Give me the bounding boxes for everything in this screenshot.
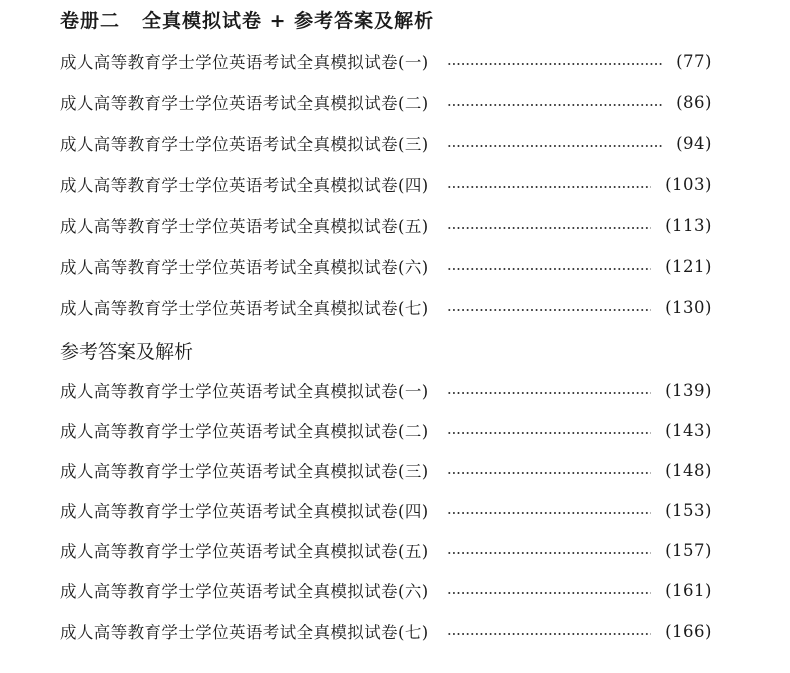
toc-entry-page: (139) <box>665 380 712 400</box>
toc-entry-mock-3[interactable] <box>60 131 712 155</box>
toc-entry-label: 成人高等教育学士学位英语考试全真模拟试卷(二) <box>60 422 429 441</box>
toc-entry-label: 成人高等教育学士学位英语考试全真模拟试卷(七) <box>60 299 429 318</box>
dot-leader <box>447 552 652 554</box>
toc-entry-page: (157) <box>665 540 712 560</box>
toc-entry-page: (166) <box>665 621 712 641</box>
toc-entry-page: (94) <box>676 133 712 153</box>
toc-entry-label: 成人高等教育学士学位英语考试全真模拟试卷(五) <box>60 217 429 236</box>
toc-entry-mock-5[interactable] <box>60 213 712 237</box>
dot-leader <box>447 512 652 514</box>
toc-entry-page: (161) <box>665 580 712 600</box>
toc-entry-label: 成人高等教育学士学位英语考试全真模拟试卷(二) <box>60 94 429 113</box>
toc-entry-label: 成人高等教育学士学位英语考试全真模拟试卷(六) <box>60 582 429 601</box>
toc-entry-answer-3[interactable] <box>60 458 712 482</box>
toc-entry-label: 成人高等教育学士学位英语考试全真模拟试卷(一) <box>60 382 429 401</box>
toc-entry-mock-1[interactable] <box>60 49 712 73</box>
toc-entry-page: (153) <box>665 500 712 520</box>
dot-leader <box>447 392 652 394</box>
toc-entry-page: (130) <box>665 297 712 317</box>
toc-entry-answer-2[interactable] <box>60 418 712 442</box>
dot-leader <box>447 592 652 594</box>
toc-entry-answer-4[interactable] <box>60 498 712 522</box>
dot-leader <box>447 309 652 311</box>
toc-entry-answer-6[interactable] <box>60 578 712 602</box>
dot-leader <box>447 268 652 270</box>
toc-entry-label: 成人高等教育学士学位英语考试全真模拟试卷(三) <box>60 462 429 481</box>
toc-entry-mock-2[interactable] <box>60 90 712 114</box>
toc-entry-label: 成人高等教育学士学位英语考试全真模拟试卷(七) <box>60 623 429 642</box>
dot-leader <box>447 145 663 147</box>
toc-entry-mock-6[interactable] <box>60 254 712 278</box>
toc-entry-page: (121) <box>665 256 712 276</box>
toc-entry-page: (103) <box>665 174 712 194</box>
dot-leader <box>447 633 652 635</box>
toc-entry-label: 成人高等教育学士学位英语考试全真模拟试卷(六) <box>60 258 429 277</box>
toc-entry-answer-5[interactable] <box>60 538 712 562</box>
volume-heading <box>60 6 434 33</box>
toc-entry-answer-7[interactable] <box>60 619 712 643</box>
dot-leader <box>447 472 652 474</box>
toc-entry-mock-4[interactable] <box>60 172 712 196</box>
toc-entry-mock-7[interactable] <box>60 295 712 319</box>
volume-number: 卷册二 <box>60 10 121 32</box>
toc-entry-label: 成人高等教育学士学位英语考试全真模拟试卷(一) <box>60 53 429 72</box>
toc-entry-label: 成人高等教育学士学位英语考试全真模拟试卷(四) <box>60 176 429 195</box>
dot-leader <box>447 186 652 188</box>
toc-entry-label: 成人高等教育学士学位英语考试全真模拟试卷(四) <box>60 502 429 521</box>
dot-leader <box>447 104 663 106</box>
toc-entry-page: (86) <box>676 92 712 112</box>
toc-entry-page: (77) <box>676 51 712 71</box>
toc-entry-answer-1[interactable] <box>60 378 712 402</box>
dot-leader <box>447 227 652 229</box>
toc-entry-page: (148) <box>665 460 712 480</box>
answers-section-title: 参考答案及解析 <box>60 341 194 363</box>
toc-entry-page: (143) <box>665 420 712 440</box>
dot-leader <box>447 432 652 434</box>
toc-entry-label: 成人高等教育学士学位英语考试全真模拟试卷(五) <box>60 542 429 561</box>
dot-leader <box>447 63 663 65</box>
volume-title: 全真模拟试卷 + 参考答案及解析 <box>142 10 435 32</box>
toc-entry-page: (113) <box>665 215 712 235</box>
toc-entry-label: 成人高等教育学士学位英语考试全真模拟试卷(三) <box>60 135 429 154</box>
